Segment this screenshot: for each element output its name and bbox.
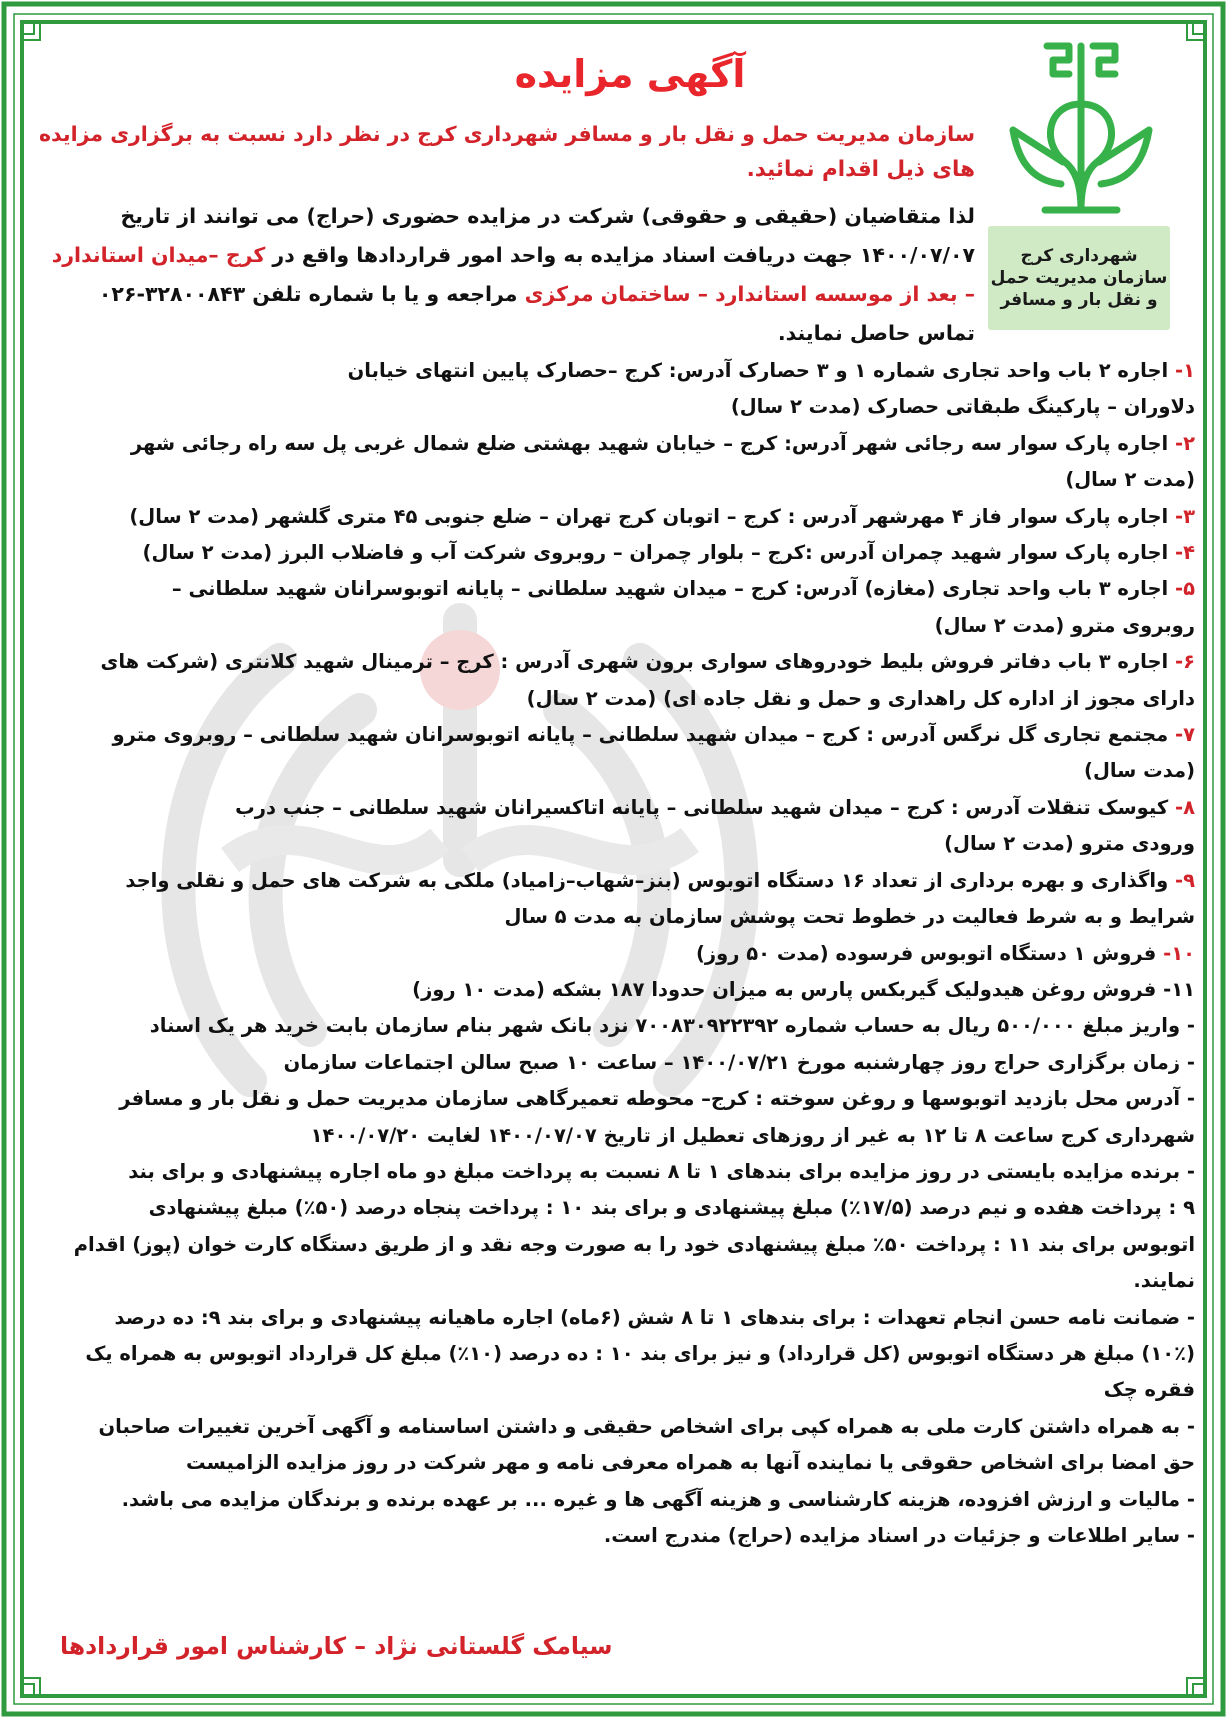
item-text: - زمان برگزاری حراج روز چهارشنبه مورخ ۱۴۰۰/۰۷/۲۱ – ساعت ۱۰ صبح سالن اجتماعات سازمان [283,1050,1195,1074]
list-item [30,1372,1195,1408]
item-text: (مدت سال) [1084,759,1195,783]
intro-line: های ذیل اقدام نمائید. [746,157,975,182]
item-number: ۲- [1175,431,1195,455]
list-item [30,389,1195,425]
item-text: اجاره پارک سوار فاز ۴ مهرشهر آدرس : کرج – اتوبان کرج تهران – ضلع جنوبی ۴۵ متری گلشهر (مدت ۲ سال) [129,504,1175,528]
list-item [30,535,1195,571]
item-text: اتوبوس برای بند ۱۱ : پرداخت ۵۰٪ مبلغ پیشنهادی خود را به صورت وجه نقد و از طریق دستگاه کارت خوان (پوز) اقدام [73,1232,1195,1256]
item-text: دارای مجوز از اداره کل راهداری و حمل و نقل جاده ای) (مدت ۲ سال) [526,686,1195,710]
item-number: ۷- [1175,723,1195,747]
list-item [30,1409,1195,1445]
auction-items-list [30,353,1195,1554]
details-line: لذا متقاضیان (حقیقی و حقوقی) شرکت در مزایده حضوری (حراج) می توانند از تاریخ [120,204,975,228]
list-item [30,899,1195,935]
intro-line: سازمان مدیریت حمل و نقل بار و مسافر شهرداری کرج در نظر دارد نسبت به برگزاری مزایده [38,122,975,146]
item-text: - مالیات و ارزش افزوده، هزینه کارشناسی و هزینه آگهی ها و غیره ... بر عهده برنده و برندگان مزایده می باشد. [121,1487,1195,1511]
details-paragraph [35,197,975,353]
item-number: ۶- [1175,650,1195,674]
list-item [30,644,1195,680]
signature: سیامک گلستانی نژاد – کارشناس امور قراردادها [60,1632,613,1660]
list-item [30,1263,1195,1299]
list-item [30,1445,1195,1481]
item-text: اجاره پارک سوار شهید چمران آدرس :کرج – بلوار چمران – روبروی شرکت آب و فاضلاب البرز (مدت ۲ سال) [142,541,1175,565]
item-number: ۴- [1175,541,1195,565]
item-number: ۳- [1175,504,1195,528]
details-line [35,275,975,314]
list-item [30,1008,1195,1044]
item-text: اجاره ۲ باب واحد تجاری شماره ۱ و ۳ حصارک آدرس: کرج –حصارک پایین انتهای خیابان [347,359,1175,382]
details-line: تماس حاصل نمایند. [777,321,975,345]
details-address-highlight: – بعد از موسسه استاندارد – ساختمان مرکزی [524,282,975,306]
details-address-highlight: کرج –میدان استاندارد [51,243,266,267]
list-item [30,608,1195,644]
list-item [30,1336,1195,1372]
list-item [30,681,1195,717]
logo-caption [988,226,1170,330]
list-item [30,826,1195,862]
details-line [35,236,975,275]
item-text: - به همراه داشتن کارت ملی به همراه کپی برای اشخاص حقیقی و داشتن اساسنامه و آگهی آخرین تغییرات صاحبان [98,1414,1195,1438]
item-number: ۸- [1175,795,1195,819]
item-number: ۱- [1175,359,1195,382]
item-number: ۱۰- [1163,941,1195,965]
logo-caption-line: شهرداری کرج [1020,246,1138,266]
list-item [30,1518,1195,1554]
item-text: - سایر اطلاعات و جزئیات در اسناد مزایده (حراج) مندرج است. [603,1524,1195,1547]
list-item [30,1482,1195,1518]
list-item [30,1227,1195,1263]
item-text: نمایند. [1133,1269,1195,1293]
item-text: (۱۰٪) مبلغ هر دستگاه اتوبوس (کل قرارداد) و نیز برای بند ۱۰ : ده درصد (۱۰٪) مبلغ کل قرارداد اتوبوس به همراه یک [85,1341,1195,1365]
item-text: ورودی مترو (مدت ۲ سال) [944,832,1195,856]
item-text: مجتمع تجاری گل نرگس آدرس : کرج – میدان شهید سلطانی – پایانه اتوبوسرانان شهید سلطانی – روبروی مترو [112,723,1175,747]
item-text: شهرداری کرج ساعت ۸ تا ۱۲ به غیر از روزهای تعطیل از تاریخ ۱۴۰۰/۰۷/۰۷ لغایت ۱۴۰۰/۰۷/۲۰ [310,1123,1195,1147]
list-item [30,717,1195,753]
details-phone: مراجعه و یا با شماره تلفن ۳۲۸۰۰۸۴۳-۰۲۶ [98,282,525,306]
intro-paragraph [35,116,975,188]
list-item [30,499,1195,535]
item-text: شرایط و به شرط فعالیت در خطوط تحت پوشش سازمان به مدت ۵ سال [504,905,1195,929]
details-text: ۱۴۰۰/۰۷/۰۷ جهت دریافت اسناد مزایده به واحد امور قراردادها واقع در [272,243,975,267]
page-title: آگهی مزایده [514,52,746,96]
list-item [30,790,1195,826]
list-item [30,1154,1195,1190]
logo-caption-line: سازمان مدیریت حمل [990,268,1168,288]
list-item [30,1300,1195,1336]
item-number: ۵- [1175,577,1195,601]
item-text: اجاره ۳ باب واحد تجاری (مغازه) آدرس: کرج – میدان شهید سلطانی – پایانه اتوبوسرانان شهید سلطانی – [171,577,1175,601]
item-text: ۹ : پرداخت هفده و نیم درصد (۱۷/۵٪) مبلغ پیشنهادی و برای بند ۱۰ : پرداخت پنجاه درصد (۵۰٪) مبلغ پیشنهادی [148,1196,1195,1220]
list-item [30,753,1195,789]
item-text: اجاره ۳ باب دفاتر فروش بلیط خودروهای سواری برون شهری آدرس : کرج – ترمینال شهید کلانتری (شرکت های [100,650,1175,674]
list-item [30,426,1195,462]
item-text: - ضمانت نامه حسن انجام تعهدات : برای بندهای ۱ تا ۸ شش (۶ماه) اجاره ماهیانه پیشنهادی و برای بند ۹: ده درصد [114,1305,1195,1329]
list-item [30,462,1195,498]
item-text: حق امضا برای اشخاص حقوقی یا نماینده آنها به همراه معرفی نامه و مهر شرکت در روز مزایده الزامیست [186,1451,1195,1475]
item-text: - واریز مبلغ ۵۰۰/۰۰۰ ریال به حساب شماره ۷۰۰۸۳۰۹۲۲۳۹۲ نزد بانک شهر بنام سازمان بابت خرید هر یک اسناد [149,1014,1195,1038]
item-text: اجاره پارک سوار سه رجائی شهر آدرس: کرج – خیابان شهید بهشتی ضلع شمال غربی پل سه راه رجائی شهر [130,431,1175,455]
municipality-logo-icon [1007,34,1155,222]
list-item [30,1081,1195,1117]
list-item [30,972,1195,1008]
item-text: دلاوران – پارکینگ طبقاتی حصارک (مدت ۲ سال) [730,395,1195,419]
item-text: روبروی مترو (مدت ۲ سال) [934,613,1195,637]
list-item [30,353,1195,389]
item-text: (مدت ۲ سال) [1065,468,1195,492]
item-text: ۱۱- فروش روغن هیدولیک گیربکس پارس به میزان حدودا ۱۸۷ بشکه (مدت ۱۰ روز) [412,977,1195,1001]
item-text: کیوسک تنقلات آدرس : کرج – میدان شهید سلطانی – پایانه اتاکسیرانان شهید سلطانی – جنب درب [235,795,1175,819]
list-item [30,1118,1195,1154]
list-item [30,1190,1195,1226]
logo-caption-line: و نقل بار و مسافر [1000,290,1158,310]
list-item [30,571,1195,607]
logo [985,28,1177,330]
item-text: فقره چک [1103,1378,1195,1402]
item-number: ۹- [1175,868,1195,892]
item-text: - آدرس محل بازدید اتوبوسها و روغن سوخته : کرج– محوطه تعمیرگاهی سازمان مدیریت حمل و نقل بار و مسافر [119,1087,1195,1111]
item-text: واگذاری و بهره برداری از تعداد ۱۶ دستگاه اتوبوس (بنز–شهاب–زامیاد) ملکی به شرکت های حمل و نقلی واجد [125,868,1175,892]
list-item [30,936,1195,972]
item-text: فروش ۱ دستگاه اتوبوس فرسوده (مدت ۵۰ روز) [695,941,1164,965]
list-item [30,1045,1195,1081]
item-text: - برنده مزایده بایستی در روز مزایده برای بندهای ۱ تا ۸ نسبت به پرداخت مبلغ دو ماه اجاره پیشنهادی و برای بند [128,1159,1195,1183]
list-item [30,863,1195,899]
